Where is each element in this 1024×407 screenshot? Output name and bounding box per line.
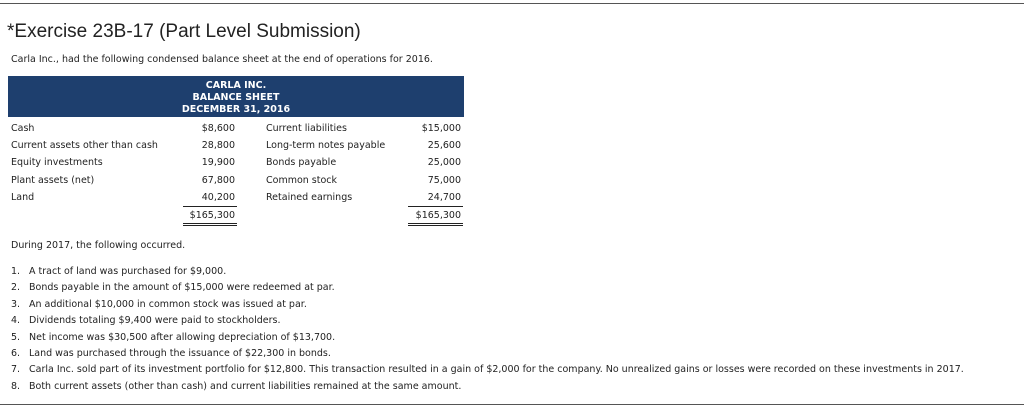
liability-equity-label: Long-term notes payable <box>266 140 386 151</box>
liability-equity-amount: 75,000 <box>427 175 461 186</box>
list-item <box>11 381 964 397</box>
list-item <box>11 348 964 364</box>
item-text: Net income was $30,500 after allowing depreciation of $13,700. <box>29 331 336 343</box>
liability-equity-label: Retained earnings <box>266 192 353 203</box>
list-item <box>11 266 964 282</box>
liability-equity-amount: 25,600 <box>427 140 461 151</box>
asset-amount: $8,600 <box>201 123 235 134</box>
total-assets: $165,300 <box>189 210 235 221</box>
item-text: Bonds payable in the amount of $15,000 were redeemed at par. <box>29 282 335 294</box>
page-title: *Exercise 23B-17 (Part Level Submission) <box>7 21 361 42</box>
asset-label: Current assets other than cash <box>11 140 158 151</box>
item-number: 1. <box>11 266 21 277</box>
asset-amount: 28,800 <box>201 140 235 151</box>
liability-equity-label: Bonds payable <box>266 157 337 168</box>
balance-sheet-header <box>8 76 464 117</box>
total-liabilities-equity: $165,300 <box>415 210 461 221</box>
liability-equity-label: Current liabilities <box>266 123 347 134</box>
list-item <box>11 299 964 315</box>
list-item <box>11 282 964 298</box>
total-assets-rule <box>183 206 237 207</box>
company-name: CARLA INC. <box>205 80 267 91</box>
liability-equity-amount: 24,700 <box>427 192 461 203</box>
intro-text: Carla Inc., had the following condensed balance sheet at the end of operations for 2016. <box>11 54 433 65</box>
item-number: 4. <box>11 315 21 327</box>
item-text: Carla Inc. sold part of its investment portfolio for $12,800. This transaction resulted in a gain of $2,000 for the company. No unrealized gains or losses were recorded on these investments in 2017. <box>29 364 964 376</box>
item-number: 7. <box>11 364 21 376</box>
total-assets-double-rule <box>183 223 237 226</box>
total-liabilities-double-rule <box>408 223 463 226</box>
asset-label: Equity investments <box>11 157 103 168</box>
bottom-divider <box>0 404 1024 405</box>
asset-amount: 40,200 <box>201 192 235 203</box>
during-text: During 2017, the following occurred. <box>11 240 186 251</box>
asset-label: Cash <box>11 123 35 134</box>
liability-equity-amount: $15,000 <box>421 123 461 134</box>
liability-equity-amount: 25,000 <box>427 157 461 168</box>
item-number: 5. <box>11 331 21 343</box>
list-item <box>11 364 964 380</box>
item-number: 6. <box>11 347 21 359</box>
item-text: Land was purchased through the issuance of $22,300 in bonds. <box>29 347 331 359</box>
item-text: A tract of land was purchased for $9,000. <box>29 266 227 277</box>
list-item <box>11 332 964 348</box>
item-number: 2. <box>11 282 21 294</box>
top-divider <box>0 3 1024 4</box>
item-number: 8. <box>11 380 21 392</box>
events-list <box>11 266 964 397</box>
item-text: An additional $10,000 in common stock was issued at par. <box>29 298 307 310</box>
list-item <box>11 315 964 331</box>
total-liabilities-rule <box>408 206 463 207</box>
asset-label: Land <box>11 192 35 203</box>
statement-name: BALANCE SHEET <box>192 92 280 103</box>
asset-label: Plant assets (net) <box>11 175 95 186</box>
statement-date: DECEMBER 31, 2016 <box>181 104 291 115</box>
asset-amount: 67,800 <box>201 175 235 186</box>
item-text: Both current assets (other than cash) and current liabilities remained at the same amount. <box>29 380 462 392</box>
item-number: 3. <box>11 298 21 310</box>
liability-equity-label: Common stock <box>266 175 338 186</box>
asset-amount: 19,900 <box>201 157 235 168</box>
item-text: Dividends totaling $9,400 were paid to stockholders. <box>29 315 281 327</box>
